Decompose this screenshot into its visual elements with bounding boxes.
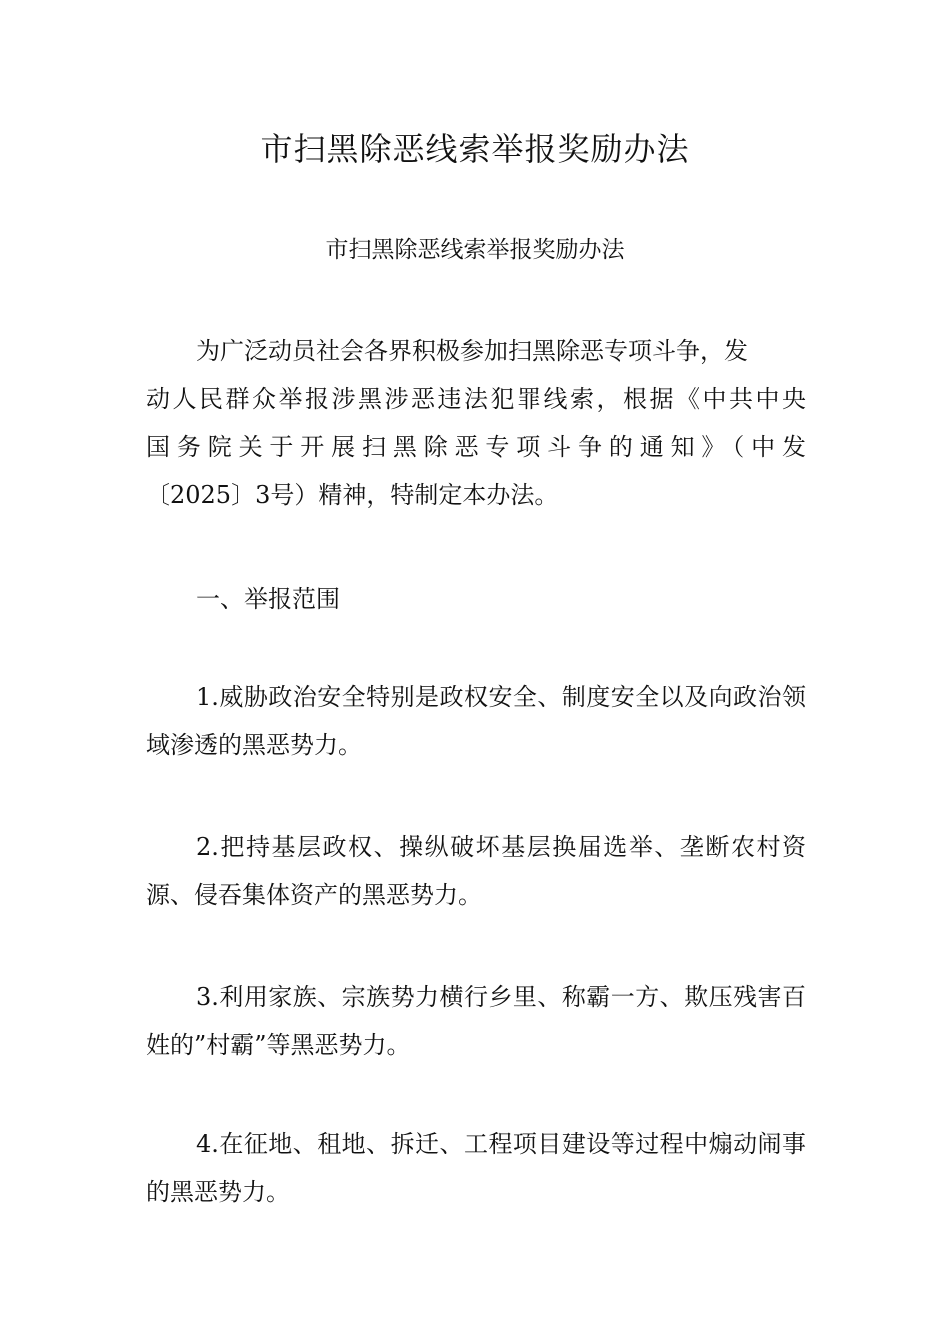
intro-paragraph [146, 327, 806, 519]
intro-line-2: 动人民群众举报涉黑涉恶违法犯罪线索，根据《中共中央 [146, 385, 806, 413]
document-subtitle: 市扫黑除恶线索举报奖励办法 [325, 237, 625, 263]
list-item: 2.把持基层政权、操纵破坏基层换届选举、垄断农村资源、侵吞集体资产的黑恶势力。 [146, 833, 806, 909]
document-title: 市扫黑除恶线索举报奖励办法 [260, 130, 690, 168]
list-item: 4.在征地、租地、拆迁、工程项目建设等过程中煽动闹事的黑恶势力。 [146, 1130, 806, 1206]
list-item: 1.威胁政治安全特别是政权安全、制度安全以及向政治领域渗透的黑恶势力。 [146, 683, 806, 759]
section-heading-scope: 一、举报范围 [196, 585, 340, 613]
intro-line-3: 国务院关于开展扫黑除恶专项斗争的通知》（中发 [146, 433, 806, 461]
intro-line-1: 为广泛动员社会各界积极参加扫黑除恶专项斗争，发 [196, 337, 748, 365]
intro-line-4: 〔2025〕3号）精神，特制定本办法。 [146, 481, 559, 509]
list-item: 3.利用家族、宗族势力横行乡里、称霸一方、欺压残害百姓的”村霸”等黑恶势力。 [146, 983, 806, 1059]
